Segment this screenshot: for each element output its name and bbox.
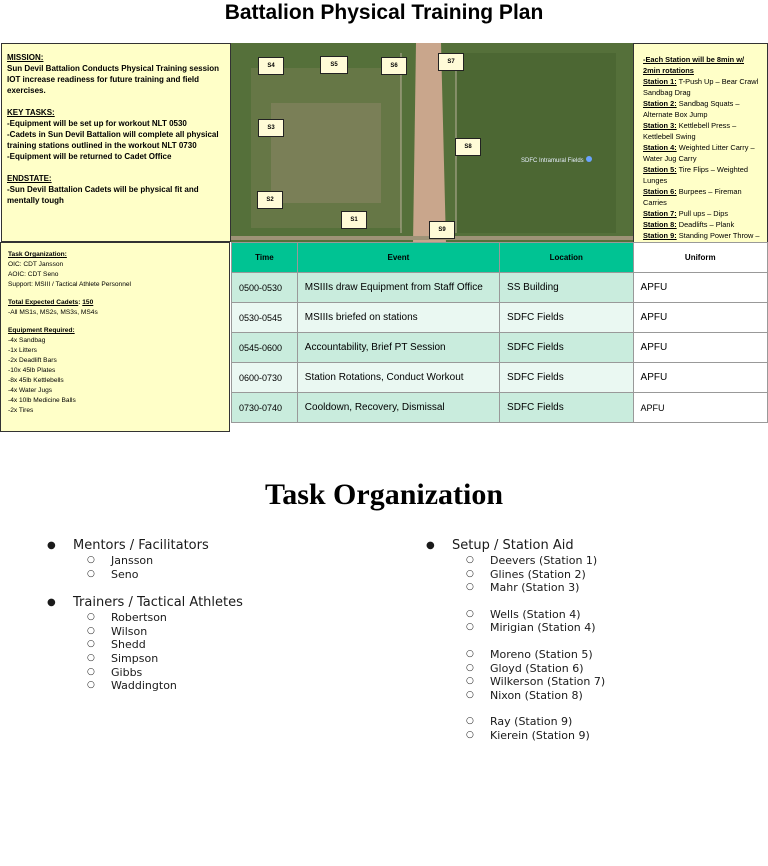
list-item: ○ Wells (Station 4) (426, 608, 756, 622)
trainers-group (47, 595, 377, 693)
task-org-box (0, 242, 230, 432)
cell-time: 0500-0530 (232, 273, 298, 303)
endstate-text: -Sun Devil Battalion Cadets will be physical fit and mentally tough (7, 185, 199, 205)
cell-event: MSIIIs briefed on stations (297, 303, 499, 333)
field-map-drawing (231, 43, 633, 244)
cell-event: Cooldown, Recovery, Dismissal (297, 393, 499, 423)
key-task-item: -Cadets in Sun Devil Battalion will complete all physical training stations outlined in the workout NLT 0730 (7, 130, 219, 150)
cell-location: SDFC Fields (500, 363, 633, 393)
expected-cadets: Total Expected Cadets: 150 (8, 299, 94, 306)
cell-uniform: APFU (633, 273, 767, 303)
table-row (232, 303, 768, 333)
cell-location: SDFC Fields (500, 303, 633, 333)
equipment-item: -1x Litters (8, 347, 37, 354)
list-item: ○ Deevers (Station 1) (426, 554, 756, 568)
table-row (232, 363, 768, 393)
cell-time: 0545-0600 (232, 333, 298, 363)
left-column (47, 538, 377, 704)
station-item: Station 8: Deadlifts – Plank (643, 220, 735, 229)
station-marker: S3 (258, 119, 284, 137)
station-marker: S9 (429, 221, 455, 239)
station-item: Station 2: Sandbag Squats – Alternate Box Jump (643, 99, 740, 119)
equipment-item: -4x Water Jugs (8, 387, 53, 394)
key-task-item: -Equipment will be set up for workout NLT 0530 (7, 119, 187, 128)
list-item: ○ Gloyd (Station 6) (426, 662, 756, 676)
list-item: ○ Mirigian (Station 4) (426, 621, 756, 635)
cell-location: SS Building (500, 273, 633, 303)
schedule-table (231, 242, 768, 423)
list-item: ○ Nixon (Station 8) (426, 689, 756, 703)
list-item: ○ Kierein (Station 9) (426, 729, 756, 743)
equipment-item: -4x 10lb Medicine Balls (8, 397, 76, 404)
key-tasks-heading: KEY TASKS: (7, 108, 55, 117)
mentors-label: ● Mentors / Facilitators (47, 538, 377, 554)
table-header-row (232, 243, 768, 273)
list-item: ○ Shedd (47, 638, 377, 652)
station-item: Station 9: Standing Power Throw – (643, 231, 760, 240)
equipment-heading: Equipment Required: (8, 327, 75, 334)
key-task-item: -Equipment will be returned to Cadet Office (7, 152, 172, 161)
cell-uniform: APFU (633, 363, 767, 393)
cell-uniform: APFU (633, 333, 767, 363)
cell-uniform: APFU (633, 303, 767, 333)
equipment-item: -2x Deadlift Bars (8, 357, 57, 364)
task-organization-heading: Task Organization (264, 478, 504, 511)
list-item: ○ Gibbs (47, 666, 377, 680)
list-item: ○ Waddington (47, 679, 377, 693)
list-item: ○ Robertson (47, 611, 377, 625)
list-item: ○ Wilson (47, 625, 377, 639)
cell-time: 0730-0740 (232, 393, 298, 423)
endstate-heading: ENDSTATE: (7, 174, 52, 183)
station-marker: S2 (257, 191, 283, 209)
station-item: Station 7: Pull ups – Dips (643, 209, 729, 218)
task-org-heading: Task Organization: (8, 251, 67, 258)
field-map-image (231, 43, 633, 244)
trainers-label: ● Trainers / Tactical Athletes (47, 595, 377, 611)
cell-event: Station Rotations, Conduct Workout (297, 363, 499, 393)
column-header-location: Location (500, 243, 633, 273)
stations-box (633, 43, 768, 244)
task-org-line: Support: MSIII / Tactical Athlete Personnel (8, 281, 132, 288)
list-item: ○ Mahr (Station 3) (426, 581, 756, 595)
mission-text: Sun Devil Battalion Conducts Physical Training session IOT increase readiness for future training and field exercises. (7, 64, 220, 95)
table-row (232, 273, 768, 303)
cell-uniform: APFU (633, 393, 767, 423)
station-item: Station 1: T-Push Up – Bear Crawl Sandbag Drag (643, 77, 759, 97)
page-title: Battalion Physical Training Plan (224, 1, 544, 24)
station-item: Station 5: Tire Flips – Weighted Lunges (643, 165, 749, 185)
station-item: Station 4: Weighted Litter Carry – Water Jug Carry (643, 143, 755, 163)
equipment-item: -8x 45lb Kettlebells (8, 377, 64, 384)
station-marker: S5 (320, 56, 348, 74)
list-item: ○ Glines (Station 2) (426, 568, 756, 582)
station-marker: S8 (455, 138, 481, 156)
cell-location: SDFC Fields (500, 393, 633, 423)
station-item: Station 6: Burpees – Fireman Carries (643, 187, 742, 207)
equipment-item: -10x 45lb Plates (8, 367, 56, 374)
mission-box (1, 43, 231, 242)
column-header-time: Time (232, 243, 298, 273)
cell-time: 0530-0545 (232, 303, 298, 333)
cell-event: MSIIIs draw Equipment from Staff Office (297, 273, 499, 303)
list-item: ○ Moreno (Station 5) (426, 648, 756, 662)
cell-location: SDFC Fields (500, 333, 633, 363)
mission-heading: MISSION: (7, 53, 44, 62)
column-header-uniform: Uniform (633, 243, 767, 273)
station-marker: S7 (438, 53, 464, 71)
list-item: ○ Simpson (47, 652, 377, 666)
right-column (426, 538, 756, 743)
station-marker: S6 (381, 57, 407, 75)
station-item: Station 3: Kettlebell Press – Kettlebell Swing (643, 121, 737, 141)
expected-detail: -All MS1s, MS2s, MS3s, MS4s (8, 309, 98, 316)
list-item: ○ Jansson (47, 554, 377, 568)
task-org-line: AOIC: CDT Seno (8, 271, 59, 278)
stations-heading: -Each Station will be 8min w/ 2min rotations (643, 55, 745, 75)
station-marker: S1 (341, 211, 367, 229)
equipment-item: -2x Tires (8, 407, 34, 414)
table-row (232, 333, 768, 363)
task-org-line: OIC: CDT Jansson (8, 261, 64, 268)
setup-label: ● Setup / Station Aid (426, 538, 756, 554)
column-header-event: Event (297, 243, 499, 273)
cell-time: 0600-0730 (232, 363, 298, 393)
mentors-group (47, 538, 377, 581)
table-row (232, 393, 768, 423)
station-marker: S4 (258, 57, 284, 75)
cell-event: Accountability, Brief PT Session (297, 333, 499, 363)
list-item: ○ Ray (Station 9) (426, 715, 756, 729)
map-place-label: SDFC Intramural Fields (521, 158, 584, 164)
list-item: ○ Seno (47, 568, 377, 582)
list-item: ○ Wilkerson (Station 7) (426, 675, 756, 689)
equipment-item: -4x Sandbag (8, 337, 46, 344)
